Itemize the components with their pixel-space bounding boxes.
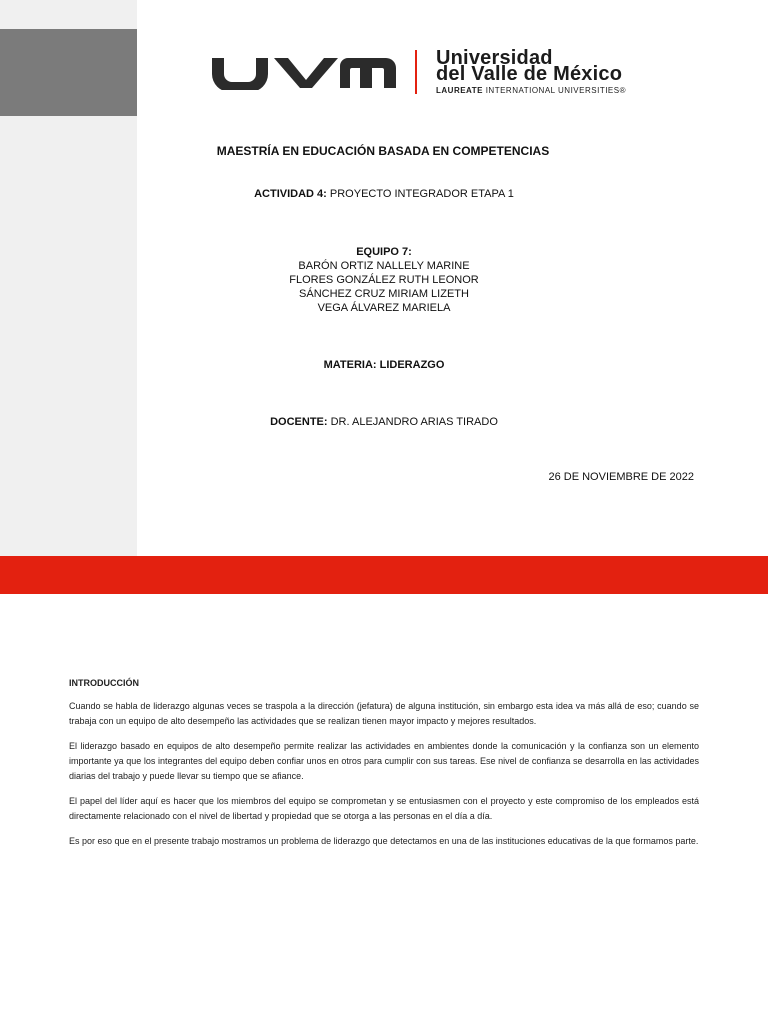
- university-name: [436, 47, 623, 85]
- intro-paragraph: El liderazgo basado en equipos de alto desempeño permite realizar las actividades en ambientes donde la comunicación y la confianza son un elemento importante ya que los integrantes del equipo deben confiar unos en otros para cumplir con sus tareas. Ese nivel de confianza se desarrolla en las actividades diarias del trabajo y puede llevar su tiempo que se afiance.: [69, 741, 699, 781]
- gray-accent-block: [0, 29, 137, 116]
- team-member: FLORES GONZÁLEZ RUTH LEONOR: [289, 274, 479, 286]
- program-title: MAESTRÍA EN EDUCACIÓN BASADA EN COMPETENCIAS: [216, 144, 550, 158]
- intro-paragraph: Es por eso que en el presente trabajo mostramos un problema de liderazgo que detectamos en una de las instituciones educativas de la que formamos parte.: [69, 836, 699, 846]
- intro-heading: INTRODUCCIÓN: [69, 678, 139, 688]
- university-logo: [210, 47, 680, 100]
- uvm-wordmark-logo: [210, 56, 398, 90]
- activity-value: PROYECTO INTEGRADOR ETAPA 1: [326, 188, 514, 200]
- team-member: VEGA ÁLVAREZ MARIELA: [317, 302, 451, 314]
- intro-paragraph: Cuando se habla de liderazgo algunas veces se traspola a la dirección (jefatura) de alguna institución, sin embargo esta idea va más allá de eso; cuando se trabaja con un equipo de alto desempeño las actividades que se realizan tienen mayor impacto y mejores resultados.: [69, 701, 699, 726]
- subject-line: [0, 359, 768, 371]
- subject-label: MATERIA:: [323, 359, 377, 371]
- university-name-line1: Universidad: [436, 47, 553, 69]
- activity-line: [0, 188, 768, 200]
- teacher-label: DOCENTE:: [270, 416, 328, 428]
- team-member: BARÓN ORTIZ NALLELY MARINE: [298, 260, 470, 272]
- laureate-tag-bold: LAUREATE: [436, 86, 483, 95]
- team-member: SÁNCHEZ CRUZ MIRIAM LIZETH: [299, 288, 469, 300]
- document-date: 26 DE NOVIEMBRE DE 2022: [548, 471, 694, 483]
- subject-value: LIDERAZGO: [376, 359, 445, 371]
- university-name-line2: del Valle de México: [436, 63, 623, 85]
- logo-divider: [415, 50, 417, 94]
- laureate-tag-rest: INTERNATIONAL UNIVERSITIES®: [482, 86, 626, 95]
- activity-label: ACTIVIDAD 4:: [254, 188, 327, 200]
- intro-paragraph: El papel del líder aquí es hacer que los miembros del equipo se comprometan y se entusiasmen con el proyecto y este compromiso de los empleados está directamente relacionado con el nivel de libertad y propiedad que se otorga a las personas en el día a día.: [69, 796, 699, 821]
- red-accent-band: [0, 556, 768, 594]
- teacher-value: DR. ALEJANDRO ARIAS TIRADO: [327, 416, 498, 428]
- teacher-line: [0, 416, 768, 428]
- laureate-tagline: [436, 86, 626, 95]
- team-label: EQUIPO 7:: [356, 246, 412, 258]
